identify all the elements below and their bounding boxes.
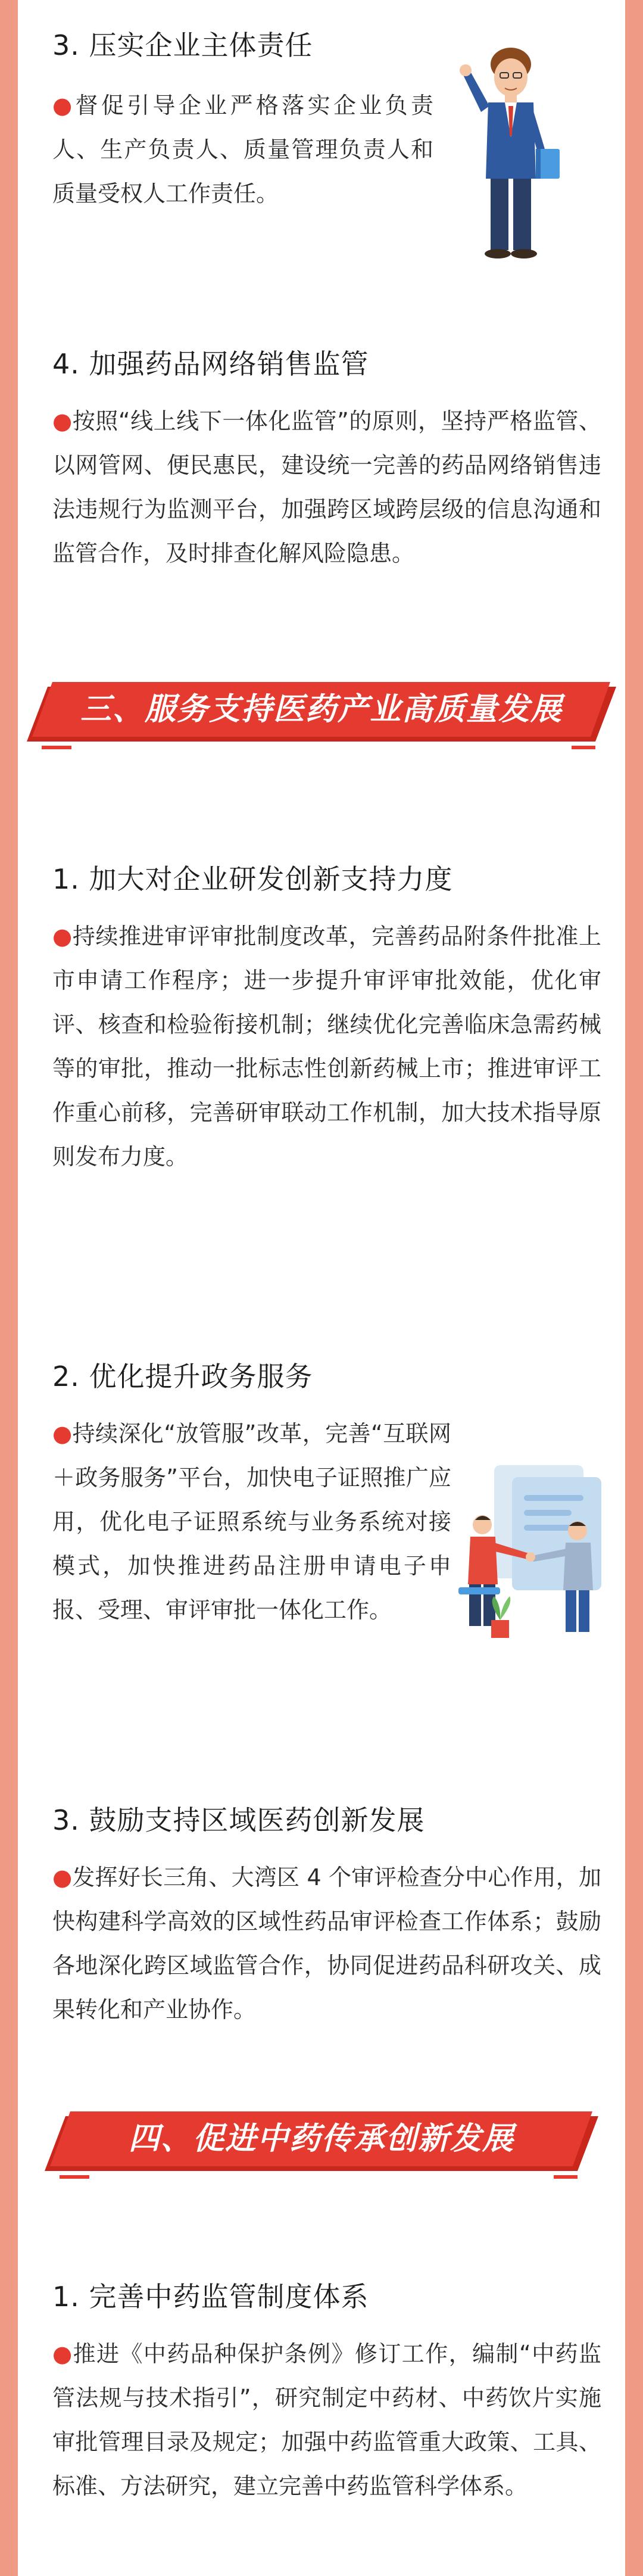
section-title-3: 3. 压实企业主体责任 <box>52 29 313 61</box>
section-3-text: 督促引导企业严格落实企业负责人、生产负责人、质量管理负责人和质量受权人工作责任。 <box>52 92 433 207</box>
section-b3-text: 发挥好长三角、大湾区 4 个审评检查分中心作用，加快构建科学高效的区域性药品审评检查工作体系；鼓励各地深化跨区域监管合作，协同促进药品科研攻关、成果转化和产业协作。 <box>52 1864 601 2023</box>
section-b3-paragraph <box>52 1855 601 2032</box>
banner-4-title: 四、促进中药传承创新发展 <box>128 2121 514 2157</box>
bullet-icon: ● <box>52 923 73 949</box>
section-b1-paragraph <box>52 914 601 1179</box>
section-3-paragraph <box>52 83 433 216</box>
bullet-icon: ● <box>52 1421 73 1447</box>
bullet-icon: ● <box>52 92 76 119</box>
section-title-c1: 1. 完善中药监管制度体系 <box>52 2281 369 2313</box>
article-page <box>18 0 625 2576</box>
section-title-b2: 2. 优化提升政务服务 <box>52 1360 313 1393</box>
section-c1-paragraph <box>52 2332 601 2508</box>
businessman-illustration <box>447 36 572 268</box>
banner-3-title: 三、服务支持医药产业高质量发展 <box>80 691 563 727</box>
handshake-illustration <box>458 1453 619 1650</box>
section-b2-text: 持续深化“放管服”改革，完善“互联网＋政务服务”平台，加快电子证照推广应用，优化电子证照系统与业务系统对接模式，加快推进药品注册申请电子申报、受理、审评审批一体化工作。 <box>52 1421 451 1623</box>
section-4-text: 按照“线上线下一体化监管”的原则，坚持严格监管、以网管网、便民惠民，建设统一完善的药品网络销售违法违规行为监测平台，加强跨区域跨层级的信息沟通和监管合作，及时排查化解风险隐患。 <box>52 408 601 566</box>
section-title-4: 4. 加强药品网络销售监管 <box>52 348 369 380</box>
section-c1-text: 推进《中药品种保护条例》修订工作，编制“中药监管法规与技术指引”，研究制定中药材、中药饮片实施审批管理目录及规定；加强中药监管重大政策、工具、标准、方法研究，建立完善中药监管科学体系。 <box>52 2341 601 2499</box>
bullet-icon: ● <box>52 1864 73 1890</box>
bullet-icon: ● <box>52 408 73 434</box>
section-title-b1: 1. 加大对企业研发创新支持力度 <box>52 863 453 895</box>
section-b2-paragraph <box>52 1412 451 1632</box>
section-title-b3: 3. 鼓励支持区域医药创新发展 <box>52 1804 425 1836</box>
heading-banner-4 <box>42 2111 601 2182</box>
bullet-icon: ● <box>52 2341 73 2367</box>
heading-banner-3 <box>24 682 619 752</box>
section-4-paragraph <box>52 399 601 575</box>
section-b1-text: 持续推进审评审批制度改革，完善药品附条件批准上市申请工作程序；进一步提升审评审批效能，优化审评、核查和检验衔接机制；继续优化完善临床急需药械等的审批，推动一批标志性创新药械上市；推进审评工作重心前移，完善研审联动工作机制，加大技术指导原则发布力度。 <box>52 923 601 1170</box>
